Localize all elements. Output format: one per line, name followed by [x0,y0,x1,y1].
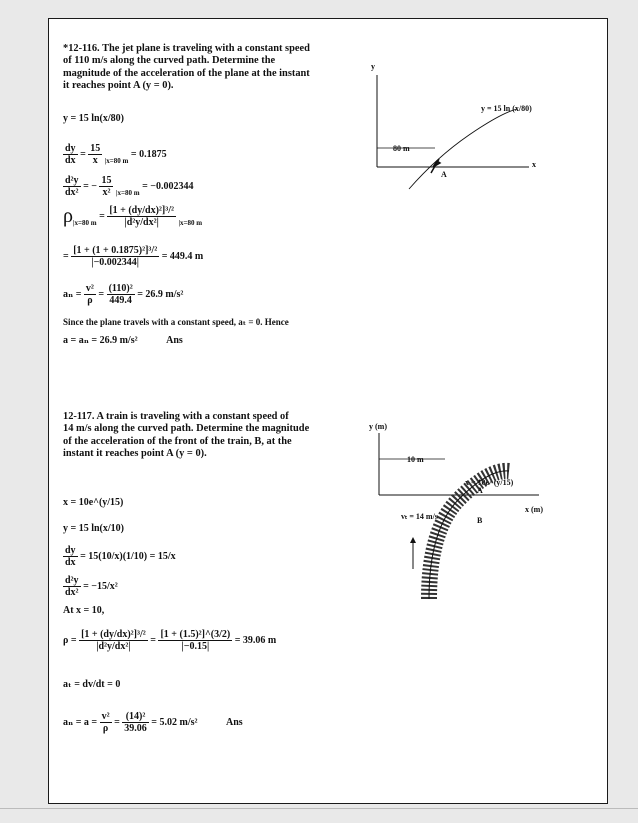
an-117-numerator: (14)² [122,711,149,723]
figure-116 [349,57,549,207]
an-denominator: 449.4 [109,295,132,306]
an-117-denominator: 39.06 [124,723,147,734]
equation-x: x = 10e^(y/15) [63,497,124,508]
statement-line: magnitude of the acceleration of the plane at the instant [63,67,310,79]
statement-line: of 110 m/s along the curved path. Determine the [63,55,276,67]
at-x-equals-10: At x = 10, [63,605,105,616]
ans-label-117: Ans [226,716,243,728]
an-numerator: (110)² [108,283,133,294]
equation-y-117: y = 15 ln(x/10) [63,523,124,534]
dydx-value: = 0.1875 [130,148,167,160]
an-117-result: = 5.02 m/s² [151,716,198,728]
equation-dydx: $\frac{dy}{dx}$ = $\frac{15}{x}$ $_{|x=80 m}$ = 0.1875 [65,143,167,166]
curve-label: y = 15 ln (x/80) [481,104,532,113]
curve-label: x = 10e^(y/15) [465,478,514,487]
equation-dydx-117: $\frac{dy}{dx}$ = 15(10/x)(1/10) = 15/x [65,545,176,568]
x-axis-label: x [532,160,536,169]
statement-line: *12-116. The jet plane is traveling with a constant speed [63,43,310,54]
d2ydx2-117-value: = −15/x² [83,580,118,592]
equation-rho-117: ρ = $\frac{\text{[1 + (dy/dx)²]³/²}}{\text{|d²y/dx²|}}$ = $\frac{\text{[1 + (1.5)²]\textasciicircum{}(3/2)}}{|-0.15|}$ = 39.06 m [63,629,277,652]
rho-result: = 449.4 m [161,250,204,262]
rho-117-result: = 39.06 m [234,634,277,646]
rho-numerator: [1 + (1 + 0.1875)²]³/² [73,245,158,256]
equation-rho-value: = $\frac{\text{[1 + (1 + 0.1875)²]³/²}}{|-0.002344|}$ = 449.4 m [63,245,204,268]
equation-an: aₙ = $\frac{\text{v²}}{\rho}$ = $\frac{\text{(110)²}}{449.4}$ = 26.9 m/s² [63,283,184,306]
final-answer-text: a = aₙ = 26.9 m/s² [63,335,138,346]
constant-speed-note: Since the plane travels with a constant speed, aₜ = 0. Hence [63,317,289,327]
problem-116-statement [63,43,315,93]
rho-denominator: |−0.002344| [91,257,139,268]
dimension-label: 80 m [393,144,410,153]
rho-117-numerator: [1 + (1.5)²]^(3/2) [160,629,231,640]
equation-y: y = 15 ln(x/80) [63,113,124,124]
statement-line: 12-117. A train is traveling with a constant speed of [63,411,289,422]
final-answer-116 [63,335,183,346]
an-result: = 26.9 m/s² [137,288,184,300]
x-axis-label: x (m) [525,505,543,514]
statement-line: it reaches point A (y = 0). [63,80,174,92]
problem-117-statement [63,411,315,461]
dimension-label: 10 m [407,455,424,464]
equation-at-117: aₜ = dv/dt = 0 [63,679,121,690]
arrow-head-icon [410,537,416,543]
point-b-label: B [477,516,483,525]
dydx-117-value: = 15/x [149,550,176,562]
rho-117-denominator: |−0.15| [181,641,210,652]
equation-an-117: aₙ = a = $\frac{\text{v²}}{\rho}$ = $\frac{\text{(14)²}}{39.06}$ = 5.02 m/s² Ans [63,711,243,734]
figure-117 [349,419,559,609]
equation-d2ydx2: $\frac{\text{d²y}}{\text{dx²}}$ = − $\frac{15}{\text{x²}}$ $_{|x=80 m}$ = −0.002344 [65,175,194,198]
point-a-label: A [477,486,483,495]
point-a-label: A [441,170,447,179]
equation-rho-general: $\rho_{|x=80 m}$ = $\frac{\text{[1 + (dy/dx)²]³/²}}{\text{|d²y/dx²|}}$ $_{|x=80 m}$ [63,205,203,228]
page-bottom-rule [0,808,638,809]
y-axis-label: y [371,62,375,71]
statement-line: instant it reaches point A (y = 0). [63,448,207,460]
flight-path-curve [409,109,517,189]
speed-label: vₜ = 14 m/s [401,512,438,521]
ans-label: Ans [166,335,183,346]
textbook-page [48,18,608,804]
equation-d2ydx2-117: $\frac{\text{d²y}}{\text{dx²}}$ = −15/x² [65,575,118,598]
statement-line: of the acceleration of the front of the train, B, at the [63,435,292,447]
jet-plane-icon [431,159,440,173]
d2ydx2-value: = −0.002344 [142,180,194,192]
statement-line: 14 m/s along the curved path. Determine the magnitude [63,423,310,435]
y-axis-label: y (m) [369,422,387,431]
